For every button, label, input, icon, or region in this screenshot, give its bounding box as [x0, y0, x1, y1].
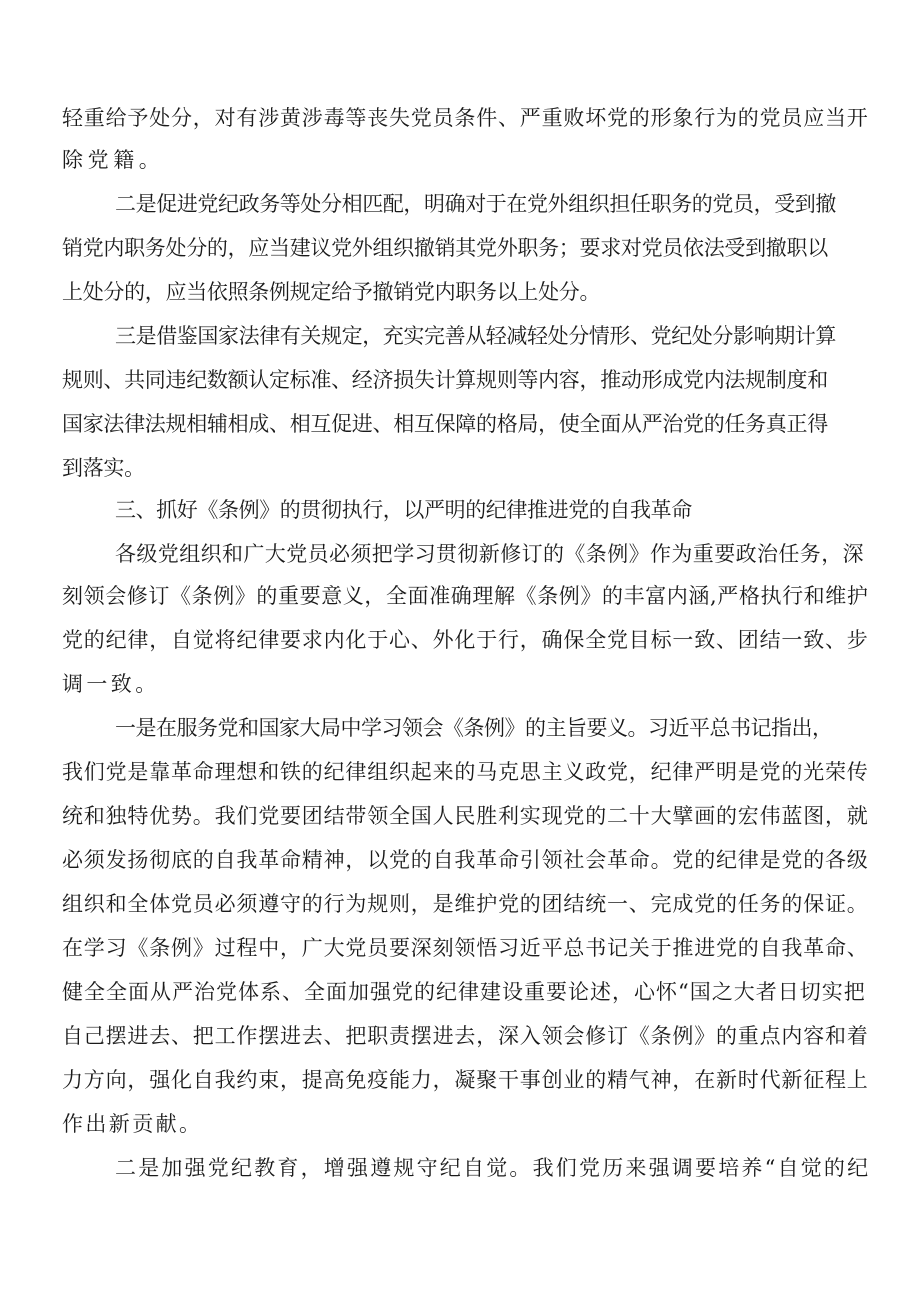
text-line: 统和独特优势。我们党要团结带领全国人民胜利实现党的二十大擘画的宏伟蓝图，就: [62, 804, 869, 828]
text-line: 二是促进党纪政务等处分相匹配，明确对于在党外组织担任职务的党员，受到撤: [115, 192, 836, 216]
text-line: 到落实。: [62, 456, 145, 480]
section-title: 三、抓好《条例》的贯彻执行，以严明的纪律推进党的自我革命: [115, 498, 692, 522]
text-line: 在学习《条例》过程中，广大党员要深刻领悟习近平总书记关于推进党的自我革命、: [62, 936, 869, 960]
text-line: 调一致。: [62, 672, 160, 696]
text-line: 规则、共同违纪数额认定标准、经济损失计算规则等内容，推动形成党内法规制度和: [62, 368, 828, 392]
text-line: 力方向，强化自我约束，提高免疫能力，凝聚干事创业的精气神，在新时代新征程上: [62, 1068, 869, 1092]
text-line: 党的纪律，自觉将纪律要求内化于心、外化于行，确保全党目标一致、团结一致、步: [62, 628, 869, 652]
text-line: 组织和全体党员必须遵守的行为规则，是维护党的团结统一、完成党的任务的保证。: [62, 892, 869, 916]
text-line: 一是在服务党和国家大局中学习领会《条例》的主旨要义。习近平总书记指出，: [115, 716, 833, 740]
text-line: 除党籍。: [62, 148, 165, 172]
text-line: 作出新贡献。: [62, 1112, 203, 1136]
text-line: 自己摆进去、把工作摆进去、把职责摆进去，深入领会修订《条例》的重点内容和着: [62, 1024, 869, 1048]
text-line: 必须发扬彻底的自我革命精神，以党的自我革命引领社会革命。党的纪律是党的各级: [62, 848, 869, 872]
text-line: 销党内职务处分的，应当建议党外组织撤销其党外职务；要求对党员依法受到撤职以: [62, 236, 828, 260]
text-line: 二是加强党纪教育，增强遵规守纪自觉。我们党历来强调要培养“自觉的纪: [115, 1156, 871, 1180]
text-line: 刻领会修订《条例》的重要意义，全面准确理解《条例》的丰富内涵,严格执行和维护: [62, 584, 869, 608]
text-line: 三是借鉴国家法律有关规定，充实完善从轻减轻处分情形、党纪处分影响期计算: [115, 324, 836, 348]
text-line: 轻重给予处分，对有涉黄涉毒等丧失党员条件、严重败坏党的形象行为的党员应当开: [62, 106, 869, 130]
text-line: 各级党组织和广大党员必须把学习贯彻新修订的《条例》作为重要政治任务，深: [115, 542, 864, 566]
text-line: 国家法律法规相辅相成、相互促进、相互保障的格局，使全面从严治党的任务真正得: [62, 412, 828, 436]
text-line: 健全全面从严治党体系、全面加强党的纪律建设重要论述，心怀“国之大者日切实把: [62, 980, 866, 1004]
text-line: 上处分的，应当依照条例规定给予撤销党内职务以上处分。: [62, 280, 601, 304]
text-line: 我们党是靠革命理想和铁的纪律组织起来的马克思主义政党，纪律严明是党的光荣传: [62, 760, 869, 784]
